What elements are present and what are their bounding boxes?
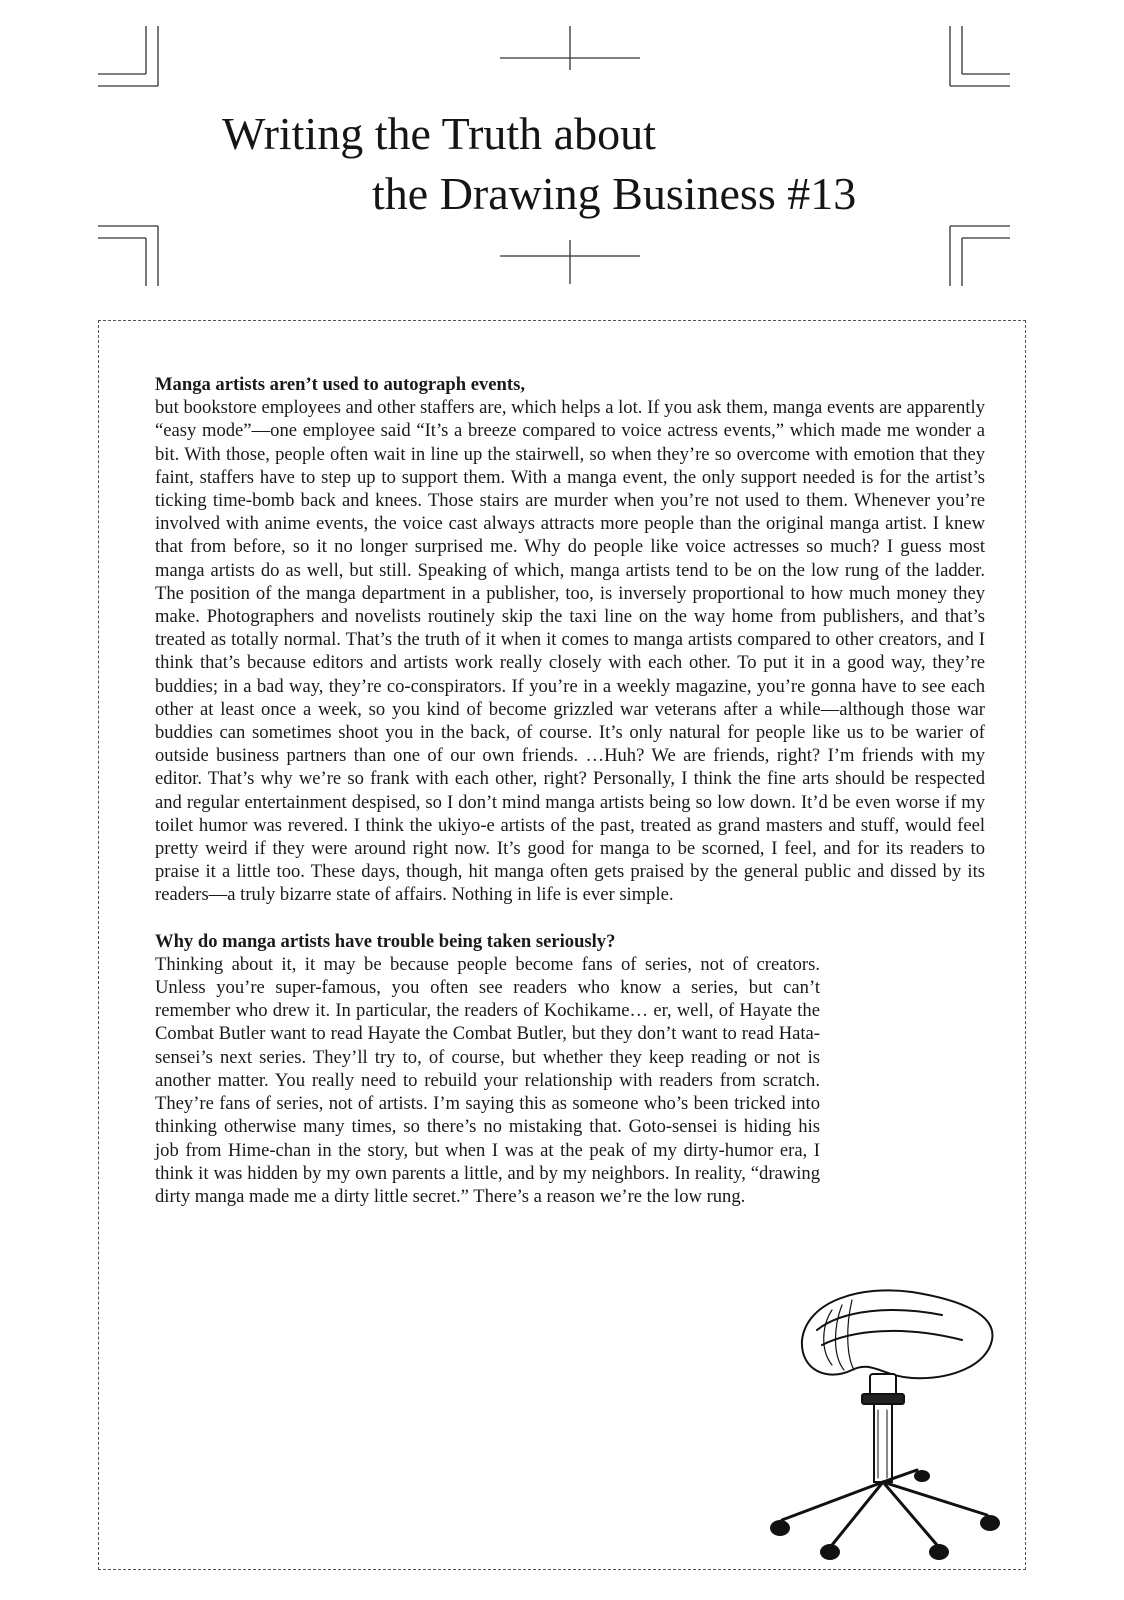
crop-mark-top-right [940, 26, 1010, 96]
title-line-1: Writing the Truth about [222, 108, 656, 159]
section-2-text: Thinking about it, it may be because people become fans of series, not of creators. Unless you’re super-famous, you often see readers who know a series, but can’t remember who drew it. In particular, the readers of Kochikame… er, well, of Hayate the Combat Butler want to read Hayate the Combat Butler, but they don’t want to read Hata-sensei’s next series. They’ll try to, of course, but whether they keep reading or not is another matter. You really need to rebuild your relationship with readers from scratch. They’re fans of series, not of artists. I’m saying this as someone who’s been tricked into thinking otherwise many times, so there’s no mistaking that. Goto-sensei is hiding his job from Hime-chan in the story, but when I was at the peak of my dirty-humor era, I think it was hidden by my own parents a little, and by my neighbors. In reality, “drawing dirty manga made me a dirty little secret.” There’s a reason we’re the low rung. [155, 953, 820, 1207]
section-gap [155, 907, 985, 930]
section-2-heading: Why do manga artists have trouble being taken seriously? [155, 930, 616, 952]
article-body [155, 373, 985, 1208]
page-title [222, 104, 962, 224]
center-mark-bottom [500, 240, 640, 284]
section-1-heading: Manga artists aren’t used to autograph events, [155, 374, 525, 395]
section-1-text: but bookstore employees and other staffers are, which helps a lot. If you ask them, manga events are apparently “easy mode”—one employee said “It’s a breeze compared to voice actress events,” which made me wonder a bit. With those, people often wait in line up the stairwell, so when they’re so overcome with emotion that they faint, staffers have to step up to support them. With a manga event, the only support needed is for the artist’s ticking time-bomb back and knees. Those stairs are murder when you’re not used to them. Whenever you’re involved with anime events, the voice cast always attracts more people than the original manga artist. I knew that from before, so it no longer surprised me. Why do people like voice actresses so much? I guess most manga artists do as well, but still. Speaking of which, manga artists tend to be on the low rung of the ladder. The position of the manga department in a publisher, too, is inversely proportional to how much money they make. Photographers and novelists routinely skip the taxi line on the way home from publishers, and that’s treated as totally normal. That’s the truth of it when it comes to manga artists compared to other creators, and I think that’s because editors and artists work really closely with each other. To put it in a good way, they’re buddies; in a bad way, they’re co-conspirators. If you’re in a weekly magazine, you’re gonna have to see each other at least once a week, so you kind of become grizzled war veterans after a while—although those war buddies can sometimes shoot you in the back, of course. It’s only natural for people like us to be warier of outside business partners than one of our own friends. …Huh? We are friends, right? I’m friends with my editor. That’s why we’re so frank with each other, right? Personally, I think the fine arts should be respected and regular entertainment despised, so I don’t mind manga artists being so low down. It’d be even worse if my toilet humor was revered. I think the ukiyo-e artists of the past, treated as grand masters and stuff, would feel pretty weird if they were around right now. It’s good for manga to be scorned, I feel, and for its readers to praise it a little too. These days, though, hit manga often gets praised by the general public and dissed by its readers—a truly bizarre state of affairs. Nothing in life is ever simple. [155, 397, 985, 906]
title-line-2: the Drawing Business #13 [372, 168, 857, 219]
center-mark-top [500, 26, 640, 70]
stool-illustration [762, 1270, 1012, 1560]
crop-mark-bottom-left [98, 216, 168, 286]
crop-mark-bottom-right [940, 216, 1010, 286]
crop-mark-top-left [98, 26, 168, 96]
